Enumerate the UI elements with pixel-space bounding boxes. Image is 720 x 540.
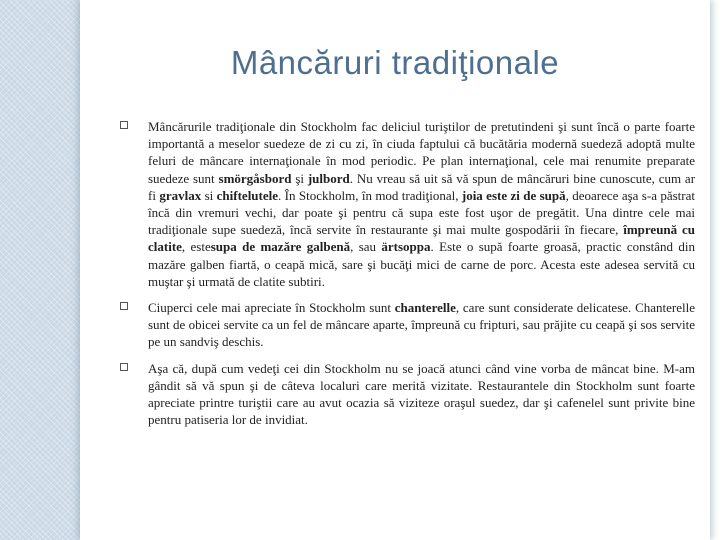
bullet-paragraph-1 [148, 118, 695, 290]
bold-term: smörgåsbord [218, 170, 292, 186]
text-run: Mâncărurile tradiţionale din Stockholm fac deliciul turiştilor de pretutindeni şi sunt încă o parte foarte importantă a meselor suedeze de zi cu zi, în ciuda faptului că bucătăria modernă suedeză adoptă multe feluri de mâncare internaţionale în mod periodic. Pe plan internaţional, cele mai renumite preparate suedeze sunt [148, 119, 695, 186]
bold-term: ärtsoppa [381, 239, 431, 255]
bold-term: supa de mazăre galbenă [210, 239, 351, 255]
text-run: , este [181, 239, 211, 255]
text-run: Aşa că, după cum vedeţi cei din Stockholm nu se joacă atunci când vine vorba de mâncat bine. M-am gândit să vă spun şi de câteva localuri care merită vizitate. Restaurantele din Stockholm sunt foarte apreciate printre turiştii care au avut ocazia să viziteze oraşul suedez, dar şi cafenelel sunt privite bine pentru patiseria lor de invidiat. [148, 360, 695, 428]
decorative-sidebar [0, 0, 80, 540]
slide-content [148, 118, 695, 437]
text-run: , deoarece aşa s-a păstrat încă din vremuri vechi, dar poate şi pentru că supa este fost uşor de pregătit. Una dintre cele mai tradiţionale supe suedeză, încă servite în restaurante şi mai multe gospodării în fiecare, [148, 187, 695, 238]
text-run: , care sunt considerate delicatese. Chanterelle sunt de obicei servite ca un fel de mâncare aparte, împreună cu fripturi, sau prăjite cu ceapă şi sos servite pe un sandviş deschis. [148, 300, 695, 350]
text-run: . Nu vreau să uit să vă spun de mâncăruri bine cunoscute, cum ar fi [148, 170, 696, 203]
text-run: . Este o supă foarte groasă, practic constând din mazăre galben fiartă, o ceapă mică, sare şi bucăţi mici de carne de porc. Acesta este adesea servită cu muştar şi urmată de clatite subtiri. [148, 239, 695, 289]
text-run: Ciuperci cele mai apreciate în Stockholm sunt [148, 300, 395, 316]
bullet-paragraph-3 [148, 360, 695, 429]
square-bullet-icon [120, 121, 128, 129]
slide-title: Mâncăruri tradiţionale [230, 44, 560, 81]
square-bullet-icon [120, 302, 128, 310]
bold-term: chanterelle [394, 300, 456, 316]
text-run: şi [291, 170, 308, 186]
bold-term: împreună cu clatite [148, 222, 696, 255]
text-run: si [201, 187, 217, 203]
square-bullet-icon [120, 363, 128, 371]
bold-term: julbord [307, 170, 350, 186]
bullet-paragraph-2 [148, 299, 695, 351]
bold-term: gravlax [159, 187, 202, 203]
bold-term: joia este zi de supă [461, 187, 566, 203]
bold-term: chiftelutele [216, 187, 279, 203]
text-run: . În Stockholm, în mod tradiţional, [278, 187, 462, 203]
text-run: , sau [350, 239, 382, 255]
